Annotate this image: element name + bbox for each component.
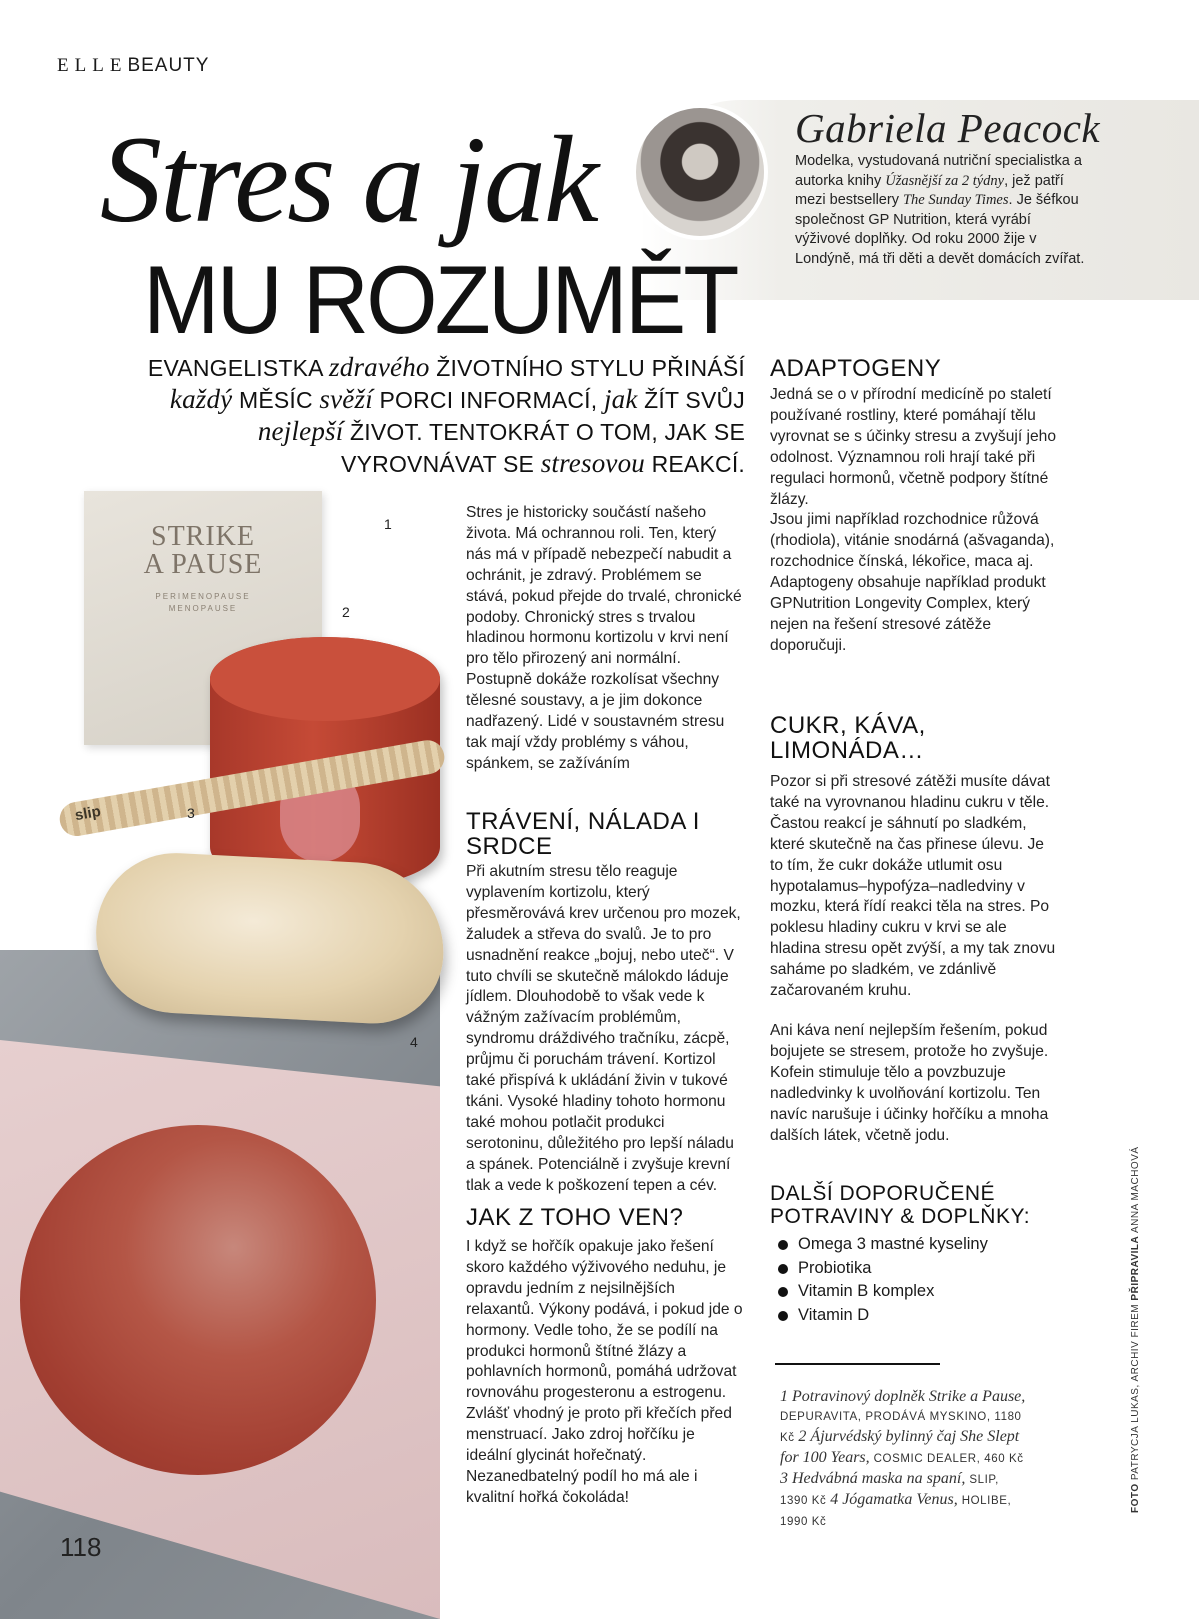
intro-text [466,503,744,775]
adaptogeny-paragraph-2: Jsou jimi například rozchodnice růžová (rhodiola), vitánie snodárná (ašvaganda), rozchodnice čínská, lékořice, maca aj. Adaptogeny obsahuje například produkt GPNutrition Longevity Complex, který nejen na řešení stresové zátěže doporučuji. [770,511,1055,654]
text-run: REAKCÍ. [644,451,745,477]
magazine-header [57,55,209,77]
text-run: MĚSÍC [232,387,320,413]
text-run: 4 Jógamatka Venus, [830,1491,962,1508]
author-bio [795,152,1085,269]
section-heading-adaptogeny: ADAPTOGENY [770,355,942,382]
text-run: PORCI INFORMACÍ, [372,387,604,413]
text-run: Modelka, vystudovaná nutriční specialistka a autorka knihy [795,153,1082,189]
text-run: 3 Hedvábná maska na spaní, [780,1470,970,1487]
text-run: HOLIBE, 1990 Kč [780,1495,1012,1528]
lead-paragraph [135,352,745,480]
section-heading-jak: JAK Z TOHO VEN? [466,1204,684,1231]
list-item: Omega 3 mastné kyseliny [778,1233,1058,1257]
text-run: Úžasnější za 2 týdny [885,172,1005,189]
title-line-1: Stres a jak [100,111,597,248]
tea-tin-lid [210,637,440,721]
image-number-1: 1 [384,516,392,532]
adaptogeny-paragraph-1: Jedná se o v přírodní medicíně po staletí používané rostliny, které pomáhají tělu vyrovnat se s účinky stresu a zvyšují jeho odolnost. Významnou roli hrají také při regulaci hormonů, včetně podpory štítné žlázy. [770,386,1057,508]
text-run: SLIP, 1390 Kč [780,1474,999,1507]
product-captions [780,1387,1030,1532]
yoga-mat-circle [20,1125,376,1475]
photo-credits [1130,1133,1141,1513]
page-number: 118 [60,1532,102,1562]
list-item: Probiotika [778,1257,1058,1281]
text-run: každý [169,384,233,414]
text-run: COSMIC DEALER, 460 Kč [873,1453,1024,1465]
text-run: svěží [319,384,373,414]
list-item: Vitamin D [778,1304,1058,1328]
text-run: PŘIPRAVILA [1130,1235,1141,1301]
text-run: ŽÍT SVŮJ [637,387,745,413]
text-run: 2 Ájurvédský bylinný čaj She Slept for 100 Years, [780,1428,1020,1466]
box-subtitle: PERIMENOPAUSE MENOPAUSE [155,592,251,613]
text-run: The Sunday Times [902,192,1009,208]
box-title: STRIKE A PAUSE [143,521,263,580]
intro-paragraph: Stres je historicky součástí našeho života. Má ochrannou roli. Ten, který nás má v případě nebezpečí nabudit a ochránit, je zdravý. Problémem se stává, pokud přejde do trvalé, chronické podoby. Chronický stres s trvalou hladinou hormonu kortizolu v krvi není pro tělo přirozený ani normální. Postupně dokáže rozkolísat všechny tělesné soustavy, a je jim dokonce nadřazený. Lidé v soustavném stresu tak mají vždy problémy s váhou, spánkem, se zažíváním [466,504,742,772]
magazine-brand: ELLE [57,55,128,76]
cukr-paragraph-1: Pozor si při stresové zátěži musíte dávat také na vyrovnanou hladinu cukru v těle. Častou reakcí je sáhnutí po sladkém, které skutečně na čas přinese úlevu. Je to tím, že cukr dokáže utlumit osu hypotalamus–hypofýza–nadledviny v mozku, která řídí reakci těla na stres. Po poklesu hladiny cukru v krvi se ale hladina stresu opět zvýší, a my tak znovu saháme po sladkém, ve zdánlivě začarovaném kruhu. [770,773,1056,1000]
image-number-2: 2 [342,604,350,620]
section-jak-text [466,1237,744,1509]
section-heading-cukr: CUKR, KÁVA, LIMONÁDA… [770,712,926,764]
section-dalsi-heading-wrap [770,1182,1070,1228]
text-run: . Je šéfkou společnost GP Nutrition, která vyrábí výživové doplňky. Od roku 2000 žije v Londýně, má tři děti a devět domácích zvířat. [795,192,1085,267]
text-run: jak [603,384,638,414]
text-run: ŽIVOT. TENTOKRÁT O TOM, JAK SE VYROVNÁVAT SE [341,419,745,477]
text-run: nejlepší [257,416,344,446]
text-run: 1 Potravinový doplněk Strike a Pause, [780,1388,1026,1405]
author-name: Gabriela Peacock [795,105,1101,151]
sleep-mask-image [92,849,448,1027]
caption-divider [775,1363,940,1365]
text-run: ANNA MACHOVÁ [1130,1146,1141,1236]
text-run: EVANGELISTKA [147,355,330,381]
section-jak-heading-wrap [466,1205,744,1230]
text-run: DEPURAVITA, PRODÁVÁ MYSKINO, 1180 Kč [780,1411,1022,1444]
text-run: ŽIVOTNÍHO STYLU PŘINÁŠÍ [429,355,745,381]
section-traveni-text [466,862,744,1197]
recommended-list [778,1233,1058,1327]
magazine-section: BEAUTY [127,55,210,76]
text-run: FOTO [1130,1483,1141,1513]
section-cukr-text [770,772,1060,1002]
cukr-paragraph-2: Ani káva není nejlepším řešením, pokud bojujete se stresem, protože ho zvyšuje. Kofein stimuluje tělo a povzbuzuje nadledvinky k uvolňování kortizolu. Ten navíc narušuje i účinky hořčíku a mnoha dalších látek, včetně jodu. [770,1022,1049,1144]
text-run: , jež patří mezi bestsellery [795,172,1064,208]
author-photo [636,108,764,236]
section-heading-dalsi: DALŠÍ DOPORUČENÉ POTRAVINY & DOPLŇKY: [770,1182,1031,1228]
list-item: Vitamin B komplex [778,1280,1058,1304]
traveni-paragraph: Při akutním stresu tělo reaguje vyplavením kortizolu, který přesměrovává krev určenou pro mozek, žaludek a střeva do svalů. Je to pro usnadnění reakce „bojuj, nebo uteč“. V tuto chvíli se skutečně málokdo láduje jídlem. Dlouhodobě to však vede k vážným zažívacím problémům, syndromu dráždivého tračníku, zácpě, průjmu či poruchám trávení. Kortizol také přispívá k ukládání živin v tukové tkáni. Vysoké hladiny tohoto hormonu také mohou potlačit produkci serotoninu, důležitého pro lepší náladu a spánek. Potenciálně i zvyšuje krevní tlak a vede k poškození tepen a cév. [466,863,741,1194]
jak-paragraph: I když se hořčík opakuje jako řešení skoro každého výživového neduhu, je opravdu jedním z nejsilnějších relaxantů. Výkony podává, i pokud jde o hormony. Vedle toho, že se podílí na produkci hormonů štítné žlázy a pohlavních hormonů, pomáhá udržovat rovnováhu progesteronu a estrogenu. Zvlášť vhodný je proto při křečích před menstruací. Jako zdroj hořčíku je ideální glycinát hořečnatý. Nezanedbatelný podíl ho má ale i kvalitní hořká čokoláda! [466,1238,743,1506]
section-heading-traveni: TRÁVENÍ, NÁLADA I SRDCE [466,808,700,860]
section-kava-text [770,1021,1060,1146]
section-adaptogeny-heading-wrap [770,356,1070,381]
image-number-3: 3 [187,805,195,821]
section-traveni-heading-wrap [466,809,744,859]
title-line-2: MU ROZUMĚT [143,246,737,354]
image-number-4: 4 [410,1034,418,1050]
text-run: stresovou [540,448,645,478]
section-cukr-heading-wrap [770,713,1070,763]
section-adaptogeny-text [770,385,1060,657]
text-run: zdravého [329,352,430,382]
text-run: PATRYCJA LUKAS, ARCHIV FIREM [1130,1300,1141,1484]
sleep-mask-label: slip [73,802,103,825]
